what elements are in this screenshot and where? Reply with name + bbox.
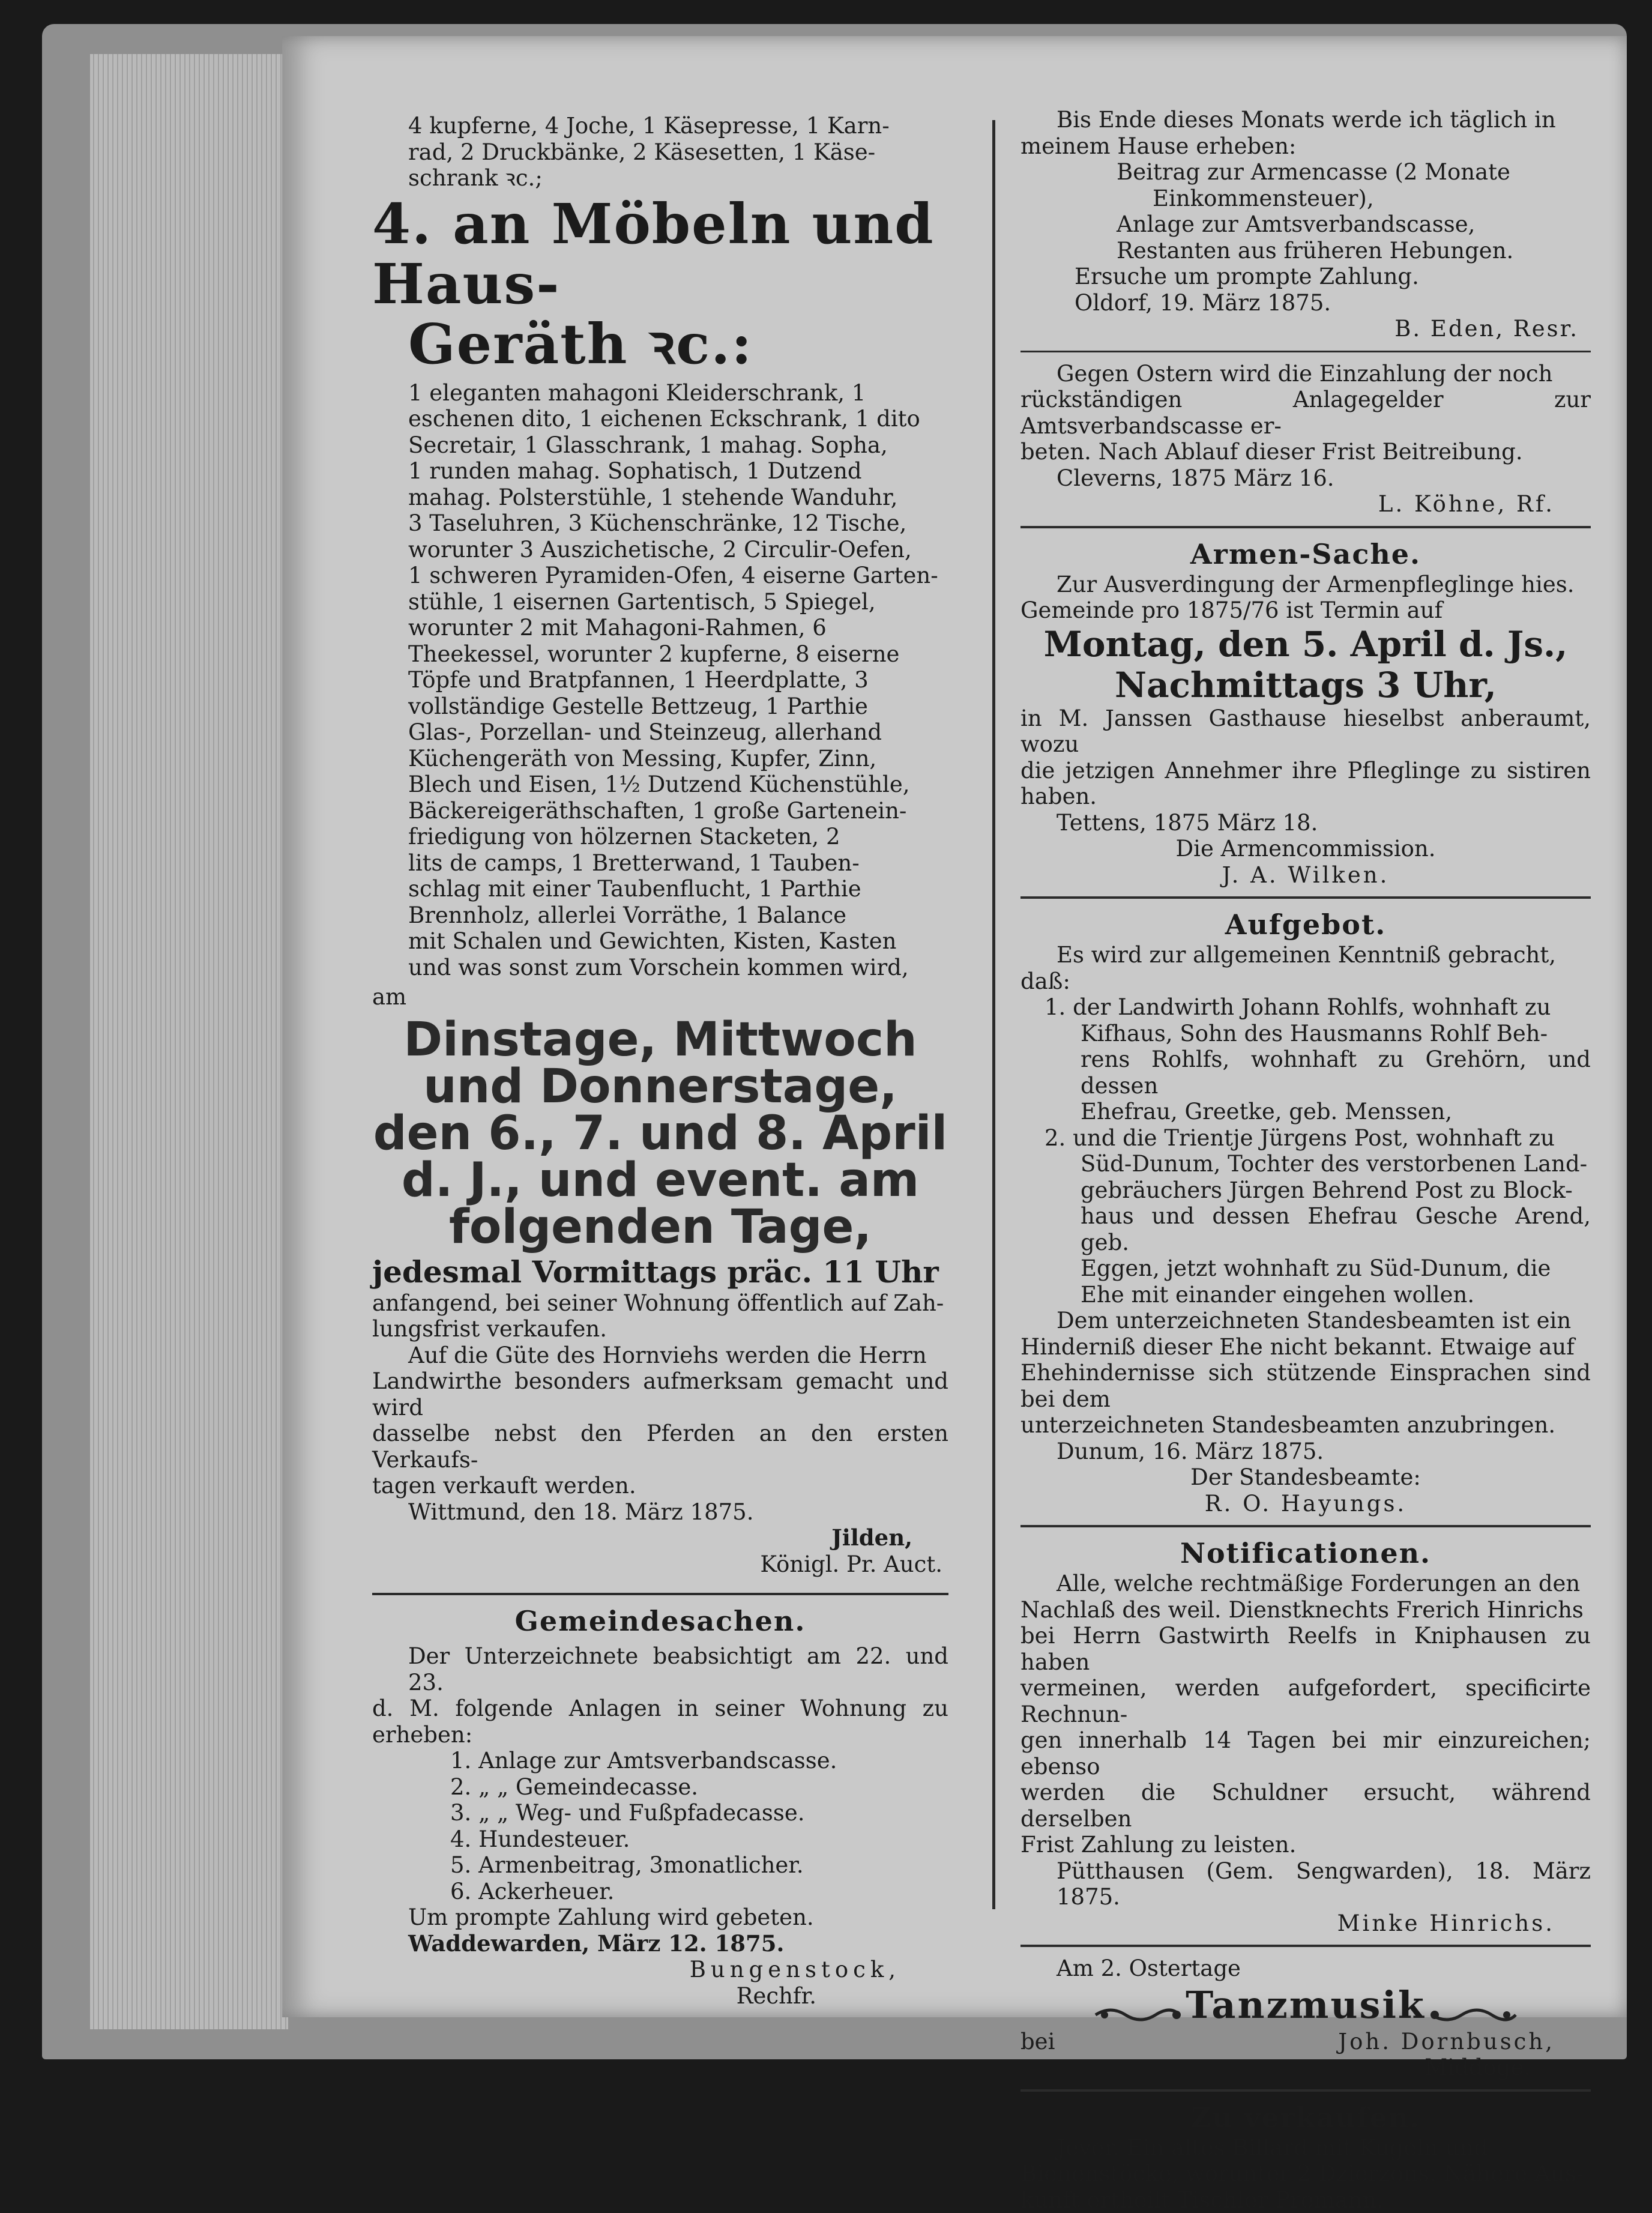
- text-line: 4 kupferne, 4 Joche, 1 Käsepresse, 1 Karn-: [408, 113, 948, 139]
- text-line: Es wird zur allgemeinen Kenntniß gebracht,: [1020, 942, 1591, 968]
- text-line: Hinderniß dieser Ehe nicht bekannt. Etwaige auf: [1020, 1334, 1591, 1360]
- collection-item: Beitrag zur Armencasse (2 Monate: [1020, 159, 1591, 186]
- text-line: Töpfe und Bratpfannen, 1 Heerdplatte, 3: [408, 667, 948, 693]
- text-line: Nachlaß des weil. Dienstknechts Frerich Hinrichs: [1020, 1597, 1591, 1623]
- text-line: mahag. Polsterstühle, 1 stehende Wanduhr,: [408, 485, 948, 511]
- signer: L. Köhne, Rf.: [1020, 491, 1591, 518]
- auction-dates-heading: [372, 1016, 948, 1251]
- gemeinde-request: Um prompte Zahlung wird gebeten.: [372, 1904, 948, 1931]
- text-line: Ersuche um prompte Zahlung.: [1020, 264, 1591, 290]
- gemeinde-signer-title: Rechfr.: [372, 1983, 948, 2009]
- text-line: schlag mit einer Taubenflucht, 1 Parthie: [408, 876, 948, 902]
- gemeinde-item: 4. Hundesteuer.: [372, 1826, 948, 1853]
- tanz-title: Tanzmusik: [1186, 1983, 1426, 2027]
- notif-title: Notificationen.: [1020, 1536, 1591, 1571]
- text-line: Alle, welche rechtmäßige Forderungen an den: [1020, 1571, 1591, 1597]
- text-line: gen innerhalb 14 Tagen bei mir einzureichen; ebenso: [1020, 1727, 1591, 1780]
- place-date: Oldorf, 19. März 1875.: [1020, 290, 1591, 316]
- gemeinde-item: 3. „ „ Weg- und Fußpfadecasse.: [372, 1800, 948, 1826]
- text-line: gebräuchers Jürgen Behrend Post zu Block-: [1020, 1177, 1591, 1204]
- text-line: eschenen dito, 1 eichenen Eckschrank, 1 dito: [408, 406, 948, 432]
- text-line: 2. und die Trientje Jürgens Post, wohnhaft zu: [1020, 1125, 1591, 1152]
- heading-line: und Donnerstage,: [372, 1063, 948, 1110]
- text-line: 1. der Landwirth Johann Rohlfs, wohnhaft zu: [1020, 994, 1591, 1021]
- signer-name: Jilden,: [372, 1525, 948, 1551]
- text-line: vollständige Gestelle Bettzeug, 1 Parthie: [408, 693, 948, 720]
- text-line: meinem Hause erheben:: [1020, 133, 1591, 160]
- text-line: lungsfrist verkaufen.: [372, 1316, 948, 1342]
- heading-line: 4. an Möbeln und Haus-: [372, 194, 948, 314]
- gemeinde-signer: Bungenstock,: [372, 1957, 948, 1983]
- text-line: schrank ꝛc.;: [408, 165, 948, 192]
- text-line: kunft ertheilt Tischler Premann.: [1020, 2187, 1591, 2213]
- text-line: tagen verkauft werden.: [372, 1473, 948, 1499]
- text-line: Ehefrau, Greetke, geb. Menssen,: [1020, 1099, 1591, 1125]
- gemeinde-item: 5. Armenbeitrag, 3monatlicher.: [372, 1852, 948, 1879]
- text-line: anfangend, bei seiner Wohnung öffentlich auf Zah-: [372, 1290, 948, 1317]
- text-line: Bienenstöcke, worunter 2 Dzierzons. Nähere Aus-: [1020, 2161, 1591, 2187]
- text-line: Der Unterzeichnete beabsichtigt am 22. und 23.: [372, 1643, 948, 1695]
- armen-date: Montag, den 5. April d. Js.,: [1020, 624, 1591, 665]
- collection-item: Einkommensteuer),: [1020, 186, 1591, 212]
- flourish-left-icon: [1093, 2004, 1183, 2026]
- armen-time: Nachmittags 3 Uhr,: [1020, 665, 1591, 705]
- heading-line: Dinstage, Mittwoch: [372, 1016, 948, 1063]
- page-edges: [90, 54, 288, 2029]
- text-line: bei Herrn Gastwirth Reelfs in Kniphausen zu haben: [1020, 1623, 1591, 1675]
- gemeinde-item: 2. „ „ Gemeindecasse.: [372, 1774, 948, 1801]
- column-divider: [992, 120, 995, 1909]
- text-line: Ehehindernisse sich stützende Einsprachen sind bei dem: [1020, 1360, 1591, 1412]
- section-rule: [1020, 526, 1591, 528]
- text-line: Am 2. Ostertage: [1020, 1955, 1591, 1982]
- text-line: dasselbe nebst den Pferden an den ersten Verkaufs-: [372, 1420, 948, 1473]
- signer: R. O. Hayungs.: [1020, 1491, 1591, 1517]
- text-line: Frist Zahlung zu leisten.: [1020, 1832, 1591, 1858]
- text-line: Zur Ausverdingung der Armenpfleglinge hies.: [1020, 572, 1591, 598]
- gemeinde-place: Waddewarden, März 12. 1875.: [372, 1931, 948, 1957]
- text-line: Jever. Ein altes Billard mit Kugeln und: [1020, 2135, 1591, 2161]
- text-line: rad, 2 Druckbänke, 2 Käsesetten, 1 Käse-: [408, 139, 948, 166]
- org: Der Standesbeamte:: [1020, 1464, 1591, 1491]
- text-line: Gemeinde pro 1875/76 ist Termin auf: [1020, 597, 1591, 624]
- tanz-bei: bei: [1020, 2029, 1055, 2055]
- tanzmusik-banner: [1020, 1982, 1591, 2029]
- text-line: werden die Schuldner ersucht, während derselben: [1020, 1780, 1591, 1832]
- heading-line: d. J., und event. am: [372, 1157, 948, 1204]
- section-rule: [372, 1593, 948, 1595]
- text-line: Auf die Güte des Hornviehs werden die Herrn: [372, 1342, 948, 1369]
- flourish-right-icon: [1429, 2004, 1519, 2026]
- text-line: 3 Taseluhren, 3 Küchenschränke, 12 Tische,: [408, 510, 948, 537]
- text-line: Bis Ende dieses Monats werde ich täglich in: [1020, 107, 1591, 133]
- newspaper-page: [282, 36, 1627, 2017]
- text-line: d. M. folgende Anlagen in seiner Wohnung zu erheben:: [372, 1695, 948, 1748]
- signer: B. Eden, Resr.: [1020, 316, 1591, 342]
- section-rule: [1020, 1945, 1591, 1947]
- text-line: vermeinen, werden aufgefordert, specificirte Rechnun-: [1020, 1675, 1591, 1727]
- tanz-signer: Joh. Dornbusch,: [1338, 2029, 1591, 2055]
- text-line: Theekessel, worunter 2 kupferne, 8 eiserne: [408, 641, 948, 668]
- left-column: [372, 36, 948, 2009]
- heading-line: Geräth ꝛc.:: [372, 314, 948, 374]
- auction-intro: [372, 113, 948, 192]
- heading-line: folgenden Tage,: [372, 1204, 948, 1251]
- collection-item: Anlage zur Amtsverbandscasse,: [1020, 211, 1591, 238]
- section-rule: [1020, 2089, 1591, 2092]
- text-line: Secretair, 1 Glasschrank, 1 mahag. Sopha,: [408, 432, 948, 459]
- text-line: Brennholz, allerlei Vorräthe, 1 Balance: [408, 902, 948, 929]
- place-date: Dunum, 16. März 1875.: [1020, 1439, 1591, 1465]
- gemeinde-title: Gemeindesachen.: [372, 1604, 948, 1638]
- right-column: [1020, 36, 1591, 2213]
- place-date: Tettens, 1875 März 18.: [1020, 810, 1591, 836]
- text-line: lits de camps, 1 Bretterwand, 1 Tauben-: [408, 850, 948, 877]
- time-line: jedesmal Vormittags präc. 11 Uhr: [372, 1254, 948, 1290]
- verkaufen-title: Zu verkaufen.: [1020, 2100, 1591, 2135]
- text-line: Süd-Dunum, Tochter des verstorbenen Land-: [1020, 1151, 1591, 1177]
- tanz-place: Middoge.: [1020, 2054, 1591, 2081]
- text-line: Dem unterzeichneten Standesbeamten ist ein: [1020, 1308, 1591, 1334]
- text-line: unterzeichneten Standesbeamten anzubringen.: [1020, 1412, 1591, 1439]
- text-line: mit Schalen und Gewichten, Kisten, Kasten: [408, 928, 948, 955]
- text-line: daß:: [1020, 968, 1591, 995]
- text-line: rens Rohlfs, wohnhaft zu Grehörn, und dessen: [1020, 1046, 1591, 1099]
- signer: Minke Hinrichs.: [1020, 1910, 1591, 1937]
- text-line: 1 runden mahag. Sophatisch, 1 Dutzend: [408, 458, 948, 485]
- text-line: beten. Nach Ablauf dieser Frist Beitreibung.: [1020, 439, 1591, 465]
- place-date: Pütthausen (Gem. Sengwarden), 18. März 1875.: [1020, 1858, 1591, 1910]
- text-line: haus und dessen Ehefrau Gesche Arend, geb.: [1020, 1203, 1591, 1255]
- text-line: worunter 2 mit Mahagoni-Rahmen, 6: [408, 615, 948, 641]
- gemeinde-item: 1. Anlage zur Amtsverbandscasse.: [372, 1748, 948, 1774]
- text-line: und was sonst zum Vorschein kommen wird,: [408, 955, 948, 981]
- section-rule: [1020, 1525, 1591, 1527]
- text-line: Eggen, jetzt wohnhaft zu Süd-Dunum, die: [1020, 1255, 1591, 1282]
- heading-line: den 6., 7. und 8. April: [372, 1110, 948, 1157]
- place-date: Cleverns, 1875 März 16.: [1020, 465, 1591, 492]
- text-line: friedigung von hölzernen Stacketen, 2: [408, 824, 948, 850]
- text-line: Gegen Ostern wird die Einzahlung der noch: [1020, 361, 1591, 387]
- text-line: Landwirthe besonders aufmerksam gemacht und wird: [372, 1368, 948, 1420]
- org: Die Armencommission.: [1020, 836, 1591, 862]
- section-rule: [1020, 896, 1591, 899]
- text-line: Glas-, Porzellan- und Steinzeug, allerhand: [408, 719, 948, 746]
- am-label: am: [372, 984, 948, 1010]
- furniture-list: [372, 380, 948, 981]
- text-line: Küchengeräth von Messing, Kupfer, Zinn,: [408, 746, 948, 772]
- text-line: 1 schweren Pyramiden-Ofen, 4 eiserne Garten-: [408, 563, 948, 589]
- place-date: Wittmund, den 18. März 1875.: [372, 1499, 948, 1526]
- gemeinde-item: 6. Ackerheuer.: [372, 1879, 948, 1905]
- text-line: Blech und Eisen, 1½ Dutzend Küchenstühle,: [408, 771, 948, 798]
- armen-title: Armen-Sache.: [1020, 537, 1591, 572]
- text-line: Bäckereigeräthschaften, 1 große Gartenein-: [408, 798, 948, 824]
- text-line: Kifhaus, Sohn des Hausmanns Rohlf Beh-: [1020, 1021, 1591, 1047]
- text-line: Ehe mit einander eingehen wollen.: [1020, 1282, 1591, 1308]
- collection-item: Restanten aus früheren Hebungen.: [1020, 238, 1591, 264]
- signer: J. A. Wilken.: [1020, 862, 1591, 889]
- section-rule: [1020, 351, 1591, 352]
- text-line: 1 eleganten mahagoni Kleiderschrank, 1: [408, 380, 948, 406]
- text-line: in M. Janssen Gasthause hieselbst anberaumt, wozu: [1020, 705, 1591, 758]
- section-4-heading: [372, 194, 948, 374]
- signer-title: Königl. Pr. Auct.: [372, 1551, 948, 1578]
- text-line: rückständigen Anlagegelder zur Amtsverbandscasse er-: [1020, 387, 1591, 439]
- text-line: die jetzigen Annehmer ihre Pfleglinge zu sistiren haben.: [1020, 758, 1591, 810]
- text-line: worunter 3 Auszichetische, 2 Circulir-Oefen,: [408, 537, 948, 563]
- aufgebot-title: Aufgebot.: [1020, 907, 1591, 942]
- text-line: stühle, 1 eisernen Gartentisch, 5 Spiegel,: [408, 589, 948, 615]
